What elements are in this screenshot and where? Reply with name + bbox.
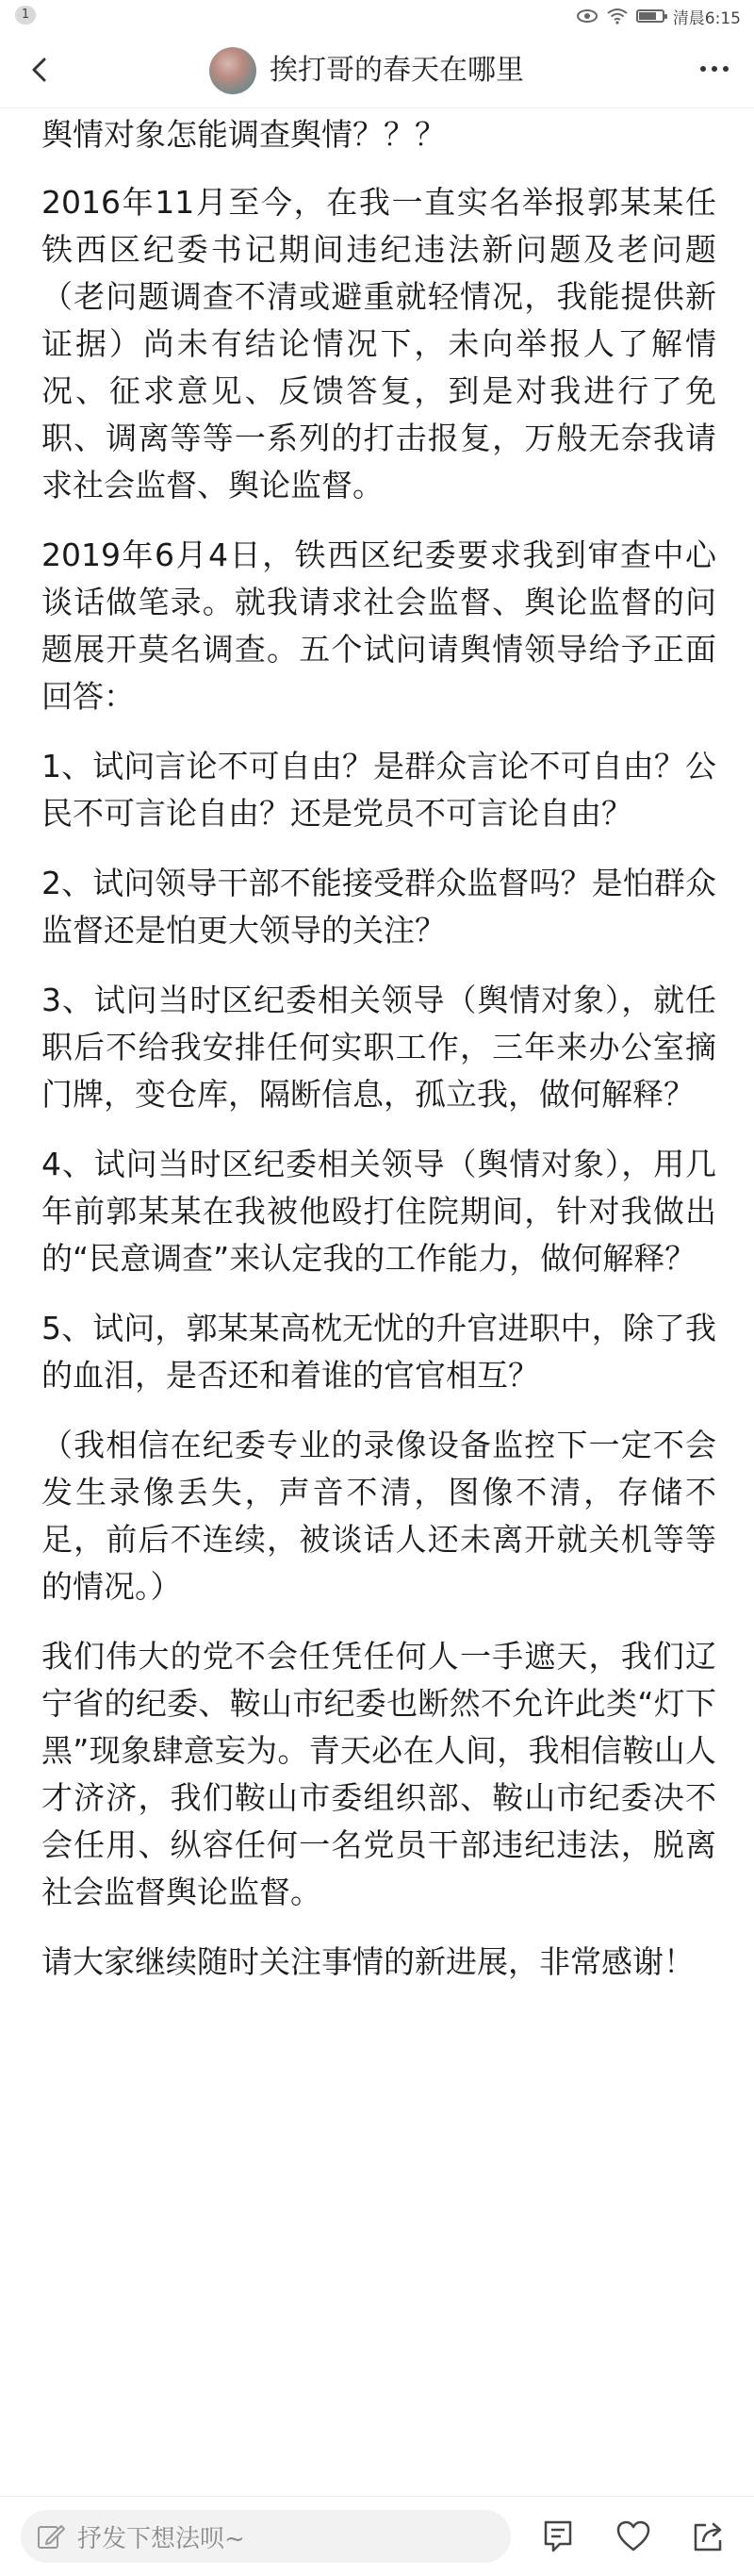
article-paragraph: 5、试问，郭某某高枕无忧的升官进职中，除了我的血泪，是否还和着谁的官官相互？ (41, 1310, 716, 1394)
comment-icon (539, 2518, 577, 2555)
article-paragraph: 1、试问言论不可自由？是群众言论不可自由？公民不可言论自由？还是党员不可言论自由？ (41, 748, 716, 832)
status-time: 清晨6:15 (672, 8, 741, 28)
article-paragraph: 2019年6月4日，铁西区纪委要求我到审查中心谈话做笔录。就我请求社会监督、舆论监督的问题展开莫名调查。五个试问请舆情领导给予正面回答： (41, 537, 716, 715)
pencil-icon (34, 2519, 68, 2553)
article-paragraph: 我们伟大的党不会任凭任何人一手遮天，我们辽宁省的纪委、鞍山市纪委也断然不允许此类“灯下黑”现象肆意妄为。青天必在人间，我相信鞍山人才济济，我们鞍山市委组织部、鞍山市纪委决不会任用、纵容任何一名党员干部违纪违法，脱离社会监督舆论监督。 (41, 1638, 716, 1910)
back-button[interactable] (21, 51, 58, 89)
eye-comfort-icon (576, 8, 598, 24)
share-button[interactable] (690, 2518, 728, 2555)
comment-button[interactable] (539, 2518, 577, 2555)
chevron-left-icon (21, 51, 58, 89)
status-bar (0, 0, 754, 32)
like-button[interactable] (615, 2518, 652, 2555)
article-paragraph: 请大家继续随时关注事情的新进展，非常感谢！ (41, 1943, 695, 1980)
battery-icon (636, 9, 664, 23)
bottom-action-bar (0, 2496, 754, 2576)
wifi-icon (607, 8, 628, 25)
more-dots-icon (696, 55, 733, 83)
article-paragraph: 2016年11月至今，在我一直实名举报郭某某任铁西区纪委书记期间违纪违法新问题及老问题（老问题调查不清或避重就轻情况，我能提供新证据）尚未有结论情况下，未向举报人了解情况、征求意见、反馈答复，到是对我进行了免职、调离等等一系列的打击报复，万般无奈我请求社会监督、舆论监督。 (41, 184, 716, 504)
article-paragraph: 2、试问领导干部不能接受群众监督吗？是怕群众监督还是怕更大领导的关注？ (41, 865, 716, 949)
status-icons (576, 6, 741, 26)
author-avatar[interactable] (209, 47, 256, 94)
article-body (41, 111, 716, 2008)
article-paragraph: （我相信在纪委专业的录像设备监控下一定不会发生录像丢失，声音不清，图像不清，存储不足，前后不连续，被谈话人还未离开就关机等等的情况。） (41, 1427, 716, 1605)
article-paragraph: 4、试问当时区纪委相关领导（舆情对象），用几年前郭某某在我被他殴打住院期间，针对我做出的“民意调查”来认定我的工作能力，做何解释？ (41, 1146, 716, 1277)
article-paragraph: 舆情对象怎能调查舆情？？？ (41, 116, 446, 153)
heart-icon (615, 2518, 652, 2555)
article-paragraph: 3、试问当时区纪委相关领导（舆情对象），就任职后不给我安排任何实职工作，三年来办公室摘门牌，变仓库，隔断信息，孤立我，做何解释？ (41, 982, 716, 1113)
share-icon (690, 2518, 728, 2555)
more-button[interactable] (696, 55, 733, 83)
comment-placeholder: 抒发下想法呗~ (77, 2524, 245, 2553)
comment-input[interactable] (21, 2510, 511, 2563)
author-name[interactable]: 挨打哥的春天在哪里 (270, 54, 524, 87)
top-nav-bar (0, 32, 754, 108)
notification-badge: 1 (15, 6, 36, 25)
